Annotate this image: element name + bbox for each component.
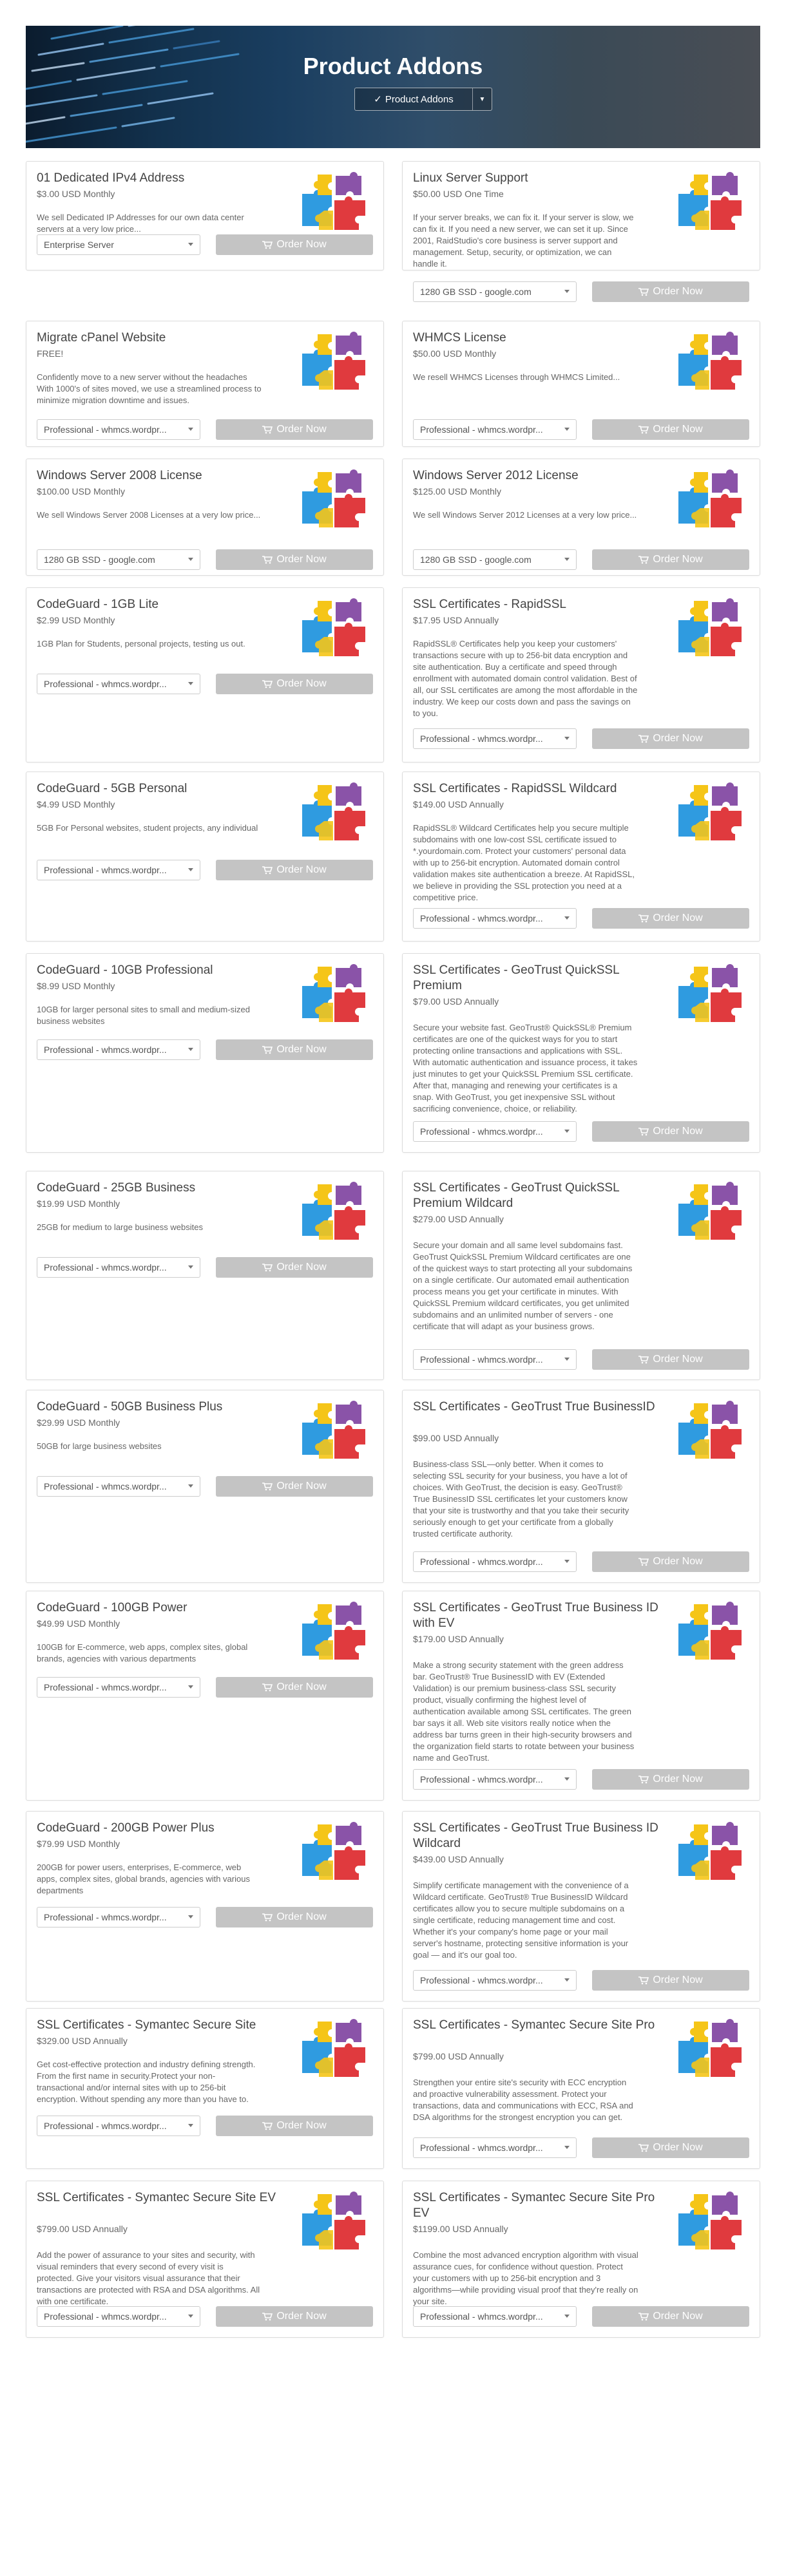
- addon-name: SSL Certificates - RapidSSL: [413, 598, 566, 611]
- cart-icon: [638, 914, 649, 923]
- product-select-value: Professional - whmcs.wordpr...: [420, 1126, 543, 1137]
- product-select-value: Professional - whmcs.wordpr...: [44, 679, 167, 689]
- addon-name: CodeGuard - 1GB Lite: [37, 598, 159, 611]
- puzzle-pieces-icon: [298, 1600, 369, 1665]
- order-now-label: Order Now: [653, 286, 703, 297]
- product-select-value: Professional - whmcs.wordpr...: [420, 1774, 543, 1785]
- cart-icon: [638, 556, 649, 564]
- product-select[interactable]: [413, 419, 577, 440]
- addon-price: FREE!: [37, 348, 64, 359]
- order-now-label: Order Now: [653, 1354, 703, 1365]
- order-now-label: Order Now: [653, 554, 703, 565]
- addon-price: $100.00 USD Monthly: [37, 486, 125, 497]
- puzzle-pieces-icon: [675, 468, 745, 533]
- addon-name: SSL Certificates - GeoTrust True Business ID with EV: [413, 1601, 658, 1630]
- order-now-button[interactable]: [592, 281, 749, 302]
- product-select-value: Professional - whmcs.wordpr...: [420, 424, 543, 435]
- order-now-button[interactable]: [592, 2137, 749, 2158]
- puzzle-pieces-icon: [675, 597, 745, 661]
- chevron-down-icon: [564, 558, 570, 561]
- addon-description: We resell WHMCS Licenses through WHMCS Limited...: [413, 372, 620, 382]
- addon-price: $799.00 USD Annually: [413, 2051, 504, 2061]
- order-now-button[interactable]: [216, 1257, 373, 1278]
- addon-card: [402, 772, 760, 942]
- addon-card: [402, 953, 760, 1153]
- chevron-down-icon: [188, 243, 193, 246]
- chevron-down-icon: [564, 1560, 570, 1563]
- chevron-down-icon: [188, 1685, 193, 1689]
- puzzle-pieces-icon: [298, 1399, 369, 1464]
- order-now-button[interactable]: [216, 2306, 373, 2327]
- addon-price: $4.99 USD Monthly: [37, 799, 115, 810]
- product-addons-dropdown-label: Product Addons: [385, 93, 454, 105]
- chevron-down-icon: [188, 682, 193, 685]
- product-addons-dropdown[interactable]: [354, 88, 492, 111]
- cart-icon: [638, 1776, 649, 1784]
- cart-icon: [638, 735, 649, 743]
- order-now-label: Order Now: [653, 424, 703, 435]
- addon-price: $329.00 USD Annually: [37, 2036, 128, 2046]
- chevron-down-icon: [564, 2315, 570, 2318]
- addon-price: $125.00 USD Monthly: [413, 486, 501, 497]
- addon-name: CodeGuard - 200GB Power Plus: [37, 1821, 215, 1835]
- product-select-value: Professional - whmcs.wordpr...: [44, 2121, 167, 2131]
- addon-card: [402, 1591, 760, 1801]
- puzzle-pieces-icon: [298, 781, 369, 846]
- chevron-down-icon: [188, 428, 193, 431]
- cart-icon: [638, 2313, 649, 2321]
- addon-price: $279.00 USD Annually: [413, 1214, 504, 1224]
- caret-down-icon: ▼: [472, 88, 492, 110]
- puzzle-pieces-icon: [298, 171, 369, 235]
- cart-icon: [262, 2122, 273, 2130]
- addon-card: [402, 587, 760, 762]
- addon-card: [26, 321, 384, 447]
- addon-name: SSL Certificates - Symantec Secure Site: [37, 2018, 256, 2032]
- product-select-value: 1280 GB SSD - google.com: [420, 287, 532, 297]
- cart-icon: [638, 1356, 649, 1364]
- addon-price: $179.00 USD Annually: [413, 1634, 504, 1644]
- addon-description: We sell Windows Server 2012 Licenses at a very low price...: [413, 510, 637, 520]
- product-select[interactable]: [413, 908, 577, 929]
- puzzle-pieces-icon: [675, 2018, 745, 2082]
- addon-name: SSL Certificates - GeoTrust QuickSSL Premium: [413, 963, 619, 992]
- cart-icon: [262, 1046, 273, 1054]
- order-now-button[interactable]: [592, 549, 749, 570]
- addon-price: $29.99 USD Monthly: [37, 1417, 120, 1428]
- product-select[interactable]: [413, 281, 577, 302]
- product-select-value: 1280 GB SSD - google.com: [420, 554, 532, 565]
- order-now-button[interactable]: [216, 1907, 373, 1927]
- addon-price: $2.99 USD Monthly: [37, 615, 115, 625]
- addon-card: [402, 1811, 760, 2002]
- order-now-label: Order Now: [276, 1911, 327, 1922]
- addon-description: Confidently move to a new server without the headaches With 1000's of sites moved, we use a streamlined process to minimize migration downtime and issues.: [37, 372, 262, 405]
- addon-card: [26, 1390, 384, 1583]
- order-now-label: Order Now: [653, 1556, 703, 1567]
- product-select[interactable]: [413, 1349, 577, 1370]
- puzzle-pieces-icon: [675, 1600, 745, 1665]
- chevron-down-icon: [564, 2146, 570, 2149]
- order-now-label: Order Now: [276, 424, 327, 435]
- cart-icon: [262, 426, 273, 434]
- addon-description: We sell Windows Server 2008 Licenses at a very low price...: [37, 510, 261, 520]
- order-now-button[interactable]: [592, 728, 749, 749]
- addon-name: 01 Dedicated IPv4 Address: [37, 171, 185, 185]
- addon-card: [26, 1591, 384, 1801]
- product-select[interactable]: [37, 419, 200, 440]
- product-select-value: 1280 GB SSD - google.com: [44, 554, 155, 565]
- order-now-button[interactable]: [216, 549, 373, 570]
- addon-card: [402, 161, 760, 297]
- addon-card: [402, 2181, 760, 2338]
- order-now-label: Order Now: [276, 1681, 327, 1692]
- chevron-down-icon: [188, 1048, 193, 1051]
- addon-description: 10GB for larger personal sites to small and medium-sized business websites: [37, 1005, 250, 1026]
- addon-description: Make a strong security statement with the green address bar. GeoTrust® True BusinessID with EV (Extended Validation) is our premium business-class SSL security product, visually confirming the highest level of authentication available among SSL certificates. The green bar says it all. Web site visitors really notice when the address bar turns green in their high-security browsers and the organization field starts to rotate between your business name and GeoTrust.: [413, 1660, 635, 1763]
- product-select[interactable]: [37, 2306, 200, 2327]
- addon-name: CodeGuard - 50GB Business Plus: [37, 1400, 223, 1414]
- addon-name: SSL Certificates - Symantec Secure Site EV: [37, 2191, 276, 2204]
- addon-description: If your server breaks, we can fix it. If your server is slow, we can fix it. If you need a new server, we can set it up. Since 2001, RaidStudio's core business is server support and management. Setup, security, or optimization, we can handle it.: [413, 213, 634, 269]
- addon-name: SSL Certificates - GeoTrust QuickSSL Premium Wildcard: [413, 1181, 619, 1210]
- product-select[interactable]: [37, 674, 200, 694]
- puzzle-pieces-icon: [675, 963, 745, 1027]
- chevron-down-icon: [564, 737, 570, 740]
- product-select-value: Professional - whmcs.wordpr...: [420, 2143, 543, 2153]
- cart-icon: [262, 680, 273, 688]
- order-now-button[interactable]: [592, 419, 749, 440]
- puzzle-pieces-icon: [298, 963, 369, 1027]
- chevron-down-icon: [188, 1484, 193, 1488]
- product-select-value: Enterprise Server: [44, 240, 114, 250]
- puzzle-pieces-icon: [298, 2190, 369, 2255]
- order-now-label: Order Now: [653, 1126, 703, 1137]
- product-select[interactable]: [413, 1121, 577, 1142]
- cart-icon: [638, 2144, 649, 2152]
- cart-icon: [638, 1128, 649, 1136]
- addon-price: $439.00 USD Annually: [413, 1854, 504, 1864]
- chevron-down-icon: [188, 1265, 193, 1269]
- puzzle-pieces-icon: [298, 330, 369, 395]
- order-now-label: Order Now: [653, 733, 703, 744]
- cart-icon: [262, 241, 273, 249]
- puzzle-pieces-icon: [298, 2018, 369, 2082]
- product-select[interactable]: [37, 549, 200, 570]
- puzzle-pieces-icon: [675, 1821, 745, 1885]
- addon-price: $3.00 USD Monthly: [37, 189, 115, 199]
- addon-price: $49.99 USD Monthly: [37, 1618, 120, 1629]
- product-select[interactable]: [37, 1257, 200, 1278]
- order-now-label: Order Now: [276, 2311, 327, 2322]
- code-background-image: [26, 26, 296, 148]
- order-now-button[interactable]: [216, 419, 373, 440]
- product-select[interactable]: [413, 549, 577, 570]
- addon-price: $50.00 USD Monthly: [413, 348, 497, 359]
- product-select-value: Professional - whmcs.wordpr...: [44, 424, 167, 435]
- hero-banner: [26, 26, 760, 148]
- order-now-button[interactable]: [216, 1677, 373, 1698]
- product-select-value: Professional - whmcs.wordpr...: [44, 2311, 167, 2322]
- addon-card: [402, 459, 760, 576]
- order-now-label: Order Now: [276, 864, 327, 875]
- product-select-value: Professional - whmcs.wordpr...: [44, 1682, 167, 1692]
- addon-price: $17.95 USD Annually: [413, 615, 499, 625]
- check-icon: ✓: [374, 94, 382, 105]
- addon-description: 50GB for large business websites: [37, 1441, 162, 1451]
- cart-icon: [638, 1976, 649, 1985]
- order-now-button[interactable]: [592, 908, 749, 929]
- order-now-label: Order Now: [276, 239, 327, 250]
- addon-card: [402, 321, 760, 447]
- order-now-button[interactable]: [216, 674, 373, 694]
- product-select-value: Professional - whmcs.wordpr...: [420, 734, 543, 744]
- addon-description: Secure your website fast. GeoTrust® QuickSSL® Premium certificates are one of the quickest ways for you to start protecting online transactions and applications with SSL. With automatic authentication and issuance process, it takes just minutes to get your QuickSSL Premium SSL certificate. After that, managing and renewing your certificates is a snap. With GeoTrust, you get inexpensive SSL without sacrificing convenience, choice, or reliability.: [413, 1023, 638, 1113]
- product-select[interactable]: [413, 2306, 577, 2327]
- product-select[interactable]: [413, 1970, 577, 1991]
- product-select-value: Professional - whmcs.wordpr...: [44, 1045, 167, 1055]
- product-select-value: Professional - whmcs.wordpr...: [420, 1557, 543, 1567]
- puzzle-pieces-icon: [675, 781, 745, 846]
- order-now-button[interactable]: [592, 1349, 749, 1370]
- addon-price: $1199.00 USD Annually: [413, 2224, 508, 2234]
- addon-description: RapidSSL® Certificates help you keep your customers' transactions secure with up to 256-bit data encryption and site authentication. Buy a certificate and speed through enrollment with automated domain control validation. Best of all, our SSL certificates are among the most affordable in the industry. We keep our costs down and pass the savings on to you.: [413, 639, 638, 718]
- product-select[interactable]: [37, 2116, 200, 2136]
- cart-icon: [262, 1913, 273, 1922]
- cart-icon: [262, 2313, 273, 2321]
- addon-name: Linux Server Support: [413, 171, 528, 185]
- product-select[interactable]: [413, 1769, 577, 1790]
- addon-name: CodeGuard - 5GB Personal: [37, 782, 187, 795]
- addon-price: $149.00 USD Annually: [413, 799, 504, 810]
- addon-price: $8.99 USD Monthly: [37, 981, 115, 991]
- addon-name: SSL Certificates - RapidSSL Wildcard: [413, 782, 617, 795]
- page-title: Product Addons: [303, 53, 483, 79]
- product-select-value: Professional - whmcs.wordpr...: [420, 1354, 543, 1365]
- chevron-down-icon: [188, 2124, 193, 2127]
- puzzle-pieces-icon: [675, 1180, 745, 1245]
- addon-description: Simplify certificate management with the convenience of a Wildcard certificate. GeoTrust® True BusinessID Wildcard certificates allow you to secure multiple subdomains on a single certificate, reducing management time and cost. Whether it's your company's home page or your mail server's hostname, protecting sensitive information is your goal — and it's our goal too.: [413, 1880, 629, 1960]
- addon-description: 5GB For Personal websites, student projects, any individual: [37, 823, 258, 833]
- puzzle-pieces-icon: [675, 330, 745, 395]
- addon-price: $50.00 USD One Time: [413, 189, 504, 199]
- addon-name: CodeGuard - 100GB Power: [37, 1601, 187, 1615]
- cart-icon: [638, 288, 649, 296]
- addon-price: $79.00 USD Annually: [413, 996, 499, 1007]
- addon-card: [26, 587, 384, 762]
- product-select-value: Professional - whmcs.wordpr...: [44, 1912, 167, 1922]
- puzzle-pieces-icon: [675, 171, 745, 235]
- order-now-label: Order Now: [653, 1774, 703, 1785]
- cart-icon: [638, 426, 649, 434]
- product-select[interactable]: [37, 1476, 200, 1497]
- chevron-down-icon: [564, 1777, 570, 1781]
- puzzle-pieces-icon: [298, 597, 369, 661]
- product-select-value: Professional - whmcs.wordpr...: [420, 913, 543, 923]
- addon-description: We sell Dedicated IP Addresses for our own data center servers at a very low price...: [37, 213, 244, 234]
- order-now-button[interactable]: [592, 1970, 749, 1991]
- addon-name: CodeGuard - 25GB Business: [37, 1181, 196, 1195]
- addon-description: Get cost-effective protection and industry defining strength. From the first name in security.Protect your non-transactional and/or internal sites with up to 256-bit encryption. Without spending any more than you have to.: [37, 2060, 256, 2104]
- chevron-down-icon: [564, 1358, 570, 1361]
- product-select[interactable]: [37, 1039, 200, 1060]
- addon-price: $79.99 USD Monthly: [37, 1839, 120, 1849]
- order-now-button[interactable]: [592, 1121, 749, 1142]
- order-now-label: Order Now: [276, 1044, 327, 1055]
- order-now-label: Order Now: [276, 2120, 327, 2131]
- product-select-value: Professional - whmcs.wordpr...: [44, 865, 167, 875]
- order-now-label: Order Now: [653, 2142, 703, 2153]
- product-select[interactable]: [37, 234, 200, 255]
- addon-name: Windows Server 2008 License: [37, 469, 202, 482]
- cart-icon: [262, 1264, 273, 1272]
- addon-price: $19.99 USD Monthly: [37, 1198, 120, 1209]
- chevron-down-icon: [564, 1130, 570, 1133]
- chevron-down-icon: [564, 1978, 570, 1982]
- order-now-button[interactable]: [592, 1551, 749, 1572]
- addon-name: Migrate cPanel Website: [37, 331, 166, 345]
- addon-name: SSL Certificates - GeoTrust True Business ID Wildcard: [413, 1821, 658, 1850]
- puzzle-pieces-icon: [298, 1821, 369, 1885]
- addon-card: [26, 459, 384, 576]
- order-now-button[interactable]: [216, 2116, 373, 2136]
- product-select[interactable]: [37, 1907, 200, 1927]
- cart-icon: [262, 1482, 273, 1491]
- order-now-label: Order Now: [653, 1975, 703, 1985]
- addon-card: [402, 2008, 760, 2169]
- chevron-down-icon: [564, 290, 570, 293]
- order-now-button[interactable]: [216, 1039, 373, 1060]
- addon-description: 1GB Plan for Students, personal projects, testing us out.: [37, 639, 245, 649]
- addon-description: Add the power of assurance to your sites and security, with visual reminders that every second of every visit is protected. Give your visitors visual assurance that their transactions are protected with RSA and DSA algorithms. All with one certificate.: [37, 2250, 260, 2306]
- product-select[interactable]: [413, 2137, 577, 2158]
- cart-icon: [262, 1683, 273, 1692]
- addon-card: [26, 1811, 384, 2002]
- addon-description: Combine the most advanced encryption algorithm with visual assurance cues, for confidence without question. Protect your customers with up to 256-bit encryption and 3 algorithms—while providing visual proof that they're really on your site.: [413, 2250, 638, 2306]
- cart-icon: [262, 556, 273, 564]
- puzzle-pieces-icon: [675, 2190, 745, 2255]
- product-select[interactable]: [37, 860, 200, 880]
- product-select[interactable]: [37, 1677, 200, 1698]
- addon-price: $99.00 USD Annually: [413, 1433, 499, 1443]
- addon-description: RapidSSL® Wildcard Certificates help you secure multiple subdomains with one low-cost SSL certificate issued to *.yourdomain.com. Protect your customers' personal data with up to 256-bit encryption. Automated domain control validation makes site authentication a breeze. At RapidSSL, we believe in providing the SSL protection you need at a competitive price.: [413, 823, 635, 902]
- addon-card: [26, 161, 384, 270]
- order-now-label: Order Now: [276, 1262, 327, 1273]
- chevron-down-icon: [188, 1915, 193, 1918]
- order-now-label: Order Now: [653, 2311, 703, 2322]
- addon-name: SSL Certificates - Symantec Secure Site Pro: [413, 2018, 655, 2032]
- product-select-value: Professional - whmcs.wordpr...: [420, 1975, 543, 1985]
- chevron-down-icon: [188, 2315, 193, 2318]
- addon-name: CodeGuard - 10GB Professional: [37, 963, 213, 977]
- product-select-value: Professional - whmcs.wordpr...: [44, 1481, 167, 1492]
- chevron-down-icon: [188, 558, 193, 561]
- order-now-label: Order Now: [276, 554, 327, 565]
- order-now-label: Order Now: [276, 678, 327, 689]
- addon-description: Business-class SSL—only better. When it comes to selecting SSL security for your business, you have a lot of choices. With GeoTrust, the decision is easy. GeoTrust® True BusinessID SSL certificates let your customers know that your site is trustworthy and that you take their security seriously enough to get your certificate from a globally trusted certificate authority.: [413, 1459, 629, 1539]
- chevron-down-icon: [564, 428, 570, 431]
- order-now-label: Order Now: [653, 913, 703, 923]
- chevron-down-icon: [188, 868, 193, 871]
- order-now-button[interactable]: [216, 1476, 373, 1497]
- product-select-value: Professional - whmcs.wordpr...: [44, 1262, 167, 1273]
- addon-card: [26, 2181, 384, 2338]
- product-select-value: Professional - whmcs.wordpr...: [420, 2311, 543, 2322]
- addon-name: SSL Certificates - GeoTrust True BusinessID: [413, 1400, 655, 1414]
- addon-name: WHMCS License: [413, 331, 506, 345]
- puzzle-pieces-icon: [298, 1180, 369, 1245]
- order-now-button[interactable]: [216, 860, 373, 880]
- addon-card: [402, 1171, 760, 1380]
- addon-card: [402, 1390, 760, 1583]
- chevron-down-icon: [564, 916, 570, 920]
- cart-icon: [638, 1558, 649, 1566]
- addon-card: [26, 1171, 384, 1380]
- addon-card: [26, 953, 384, 1153]
- order-now-button[interactable]: [592, 1769, 749, 1790]
- addon-description: Strengthen your entire site's security with ECC encryption and proactive vulnerability assessment. Protect your transactions, data and communications with ECC, RSA and DSA algorithms for the strongest encryption you can get.: [413, 2078, 633, 2122]
- cart-icon: [262, 866, 273, 875]
- order-now-button[interactable]: [592, 2306, 749, 2327]
- addon-price: $799.00 USD Annually: [37, 2224, 128, 2234]
- product-select[interactable]: [413, 728, 577, 749]
- puzzle-pieces-icon: [298, 468, 369, 533]
- addon-name: Windows Server 2012 License: [413, 469, 579, 482]
- order-now-button[interactable]: [216, 234, 373, 255]
- addon-description: 25GB for medium to large business websites: [37, 1222, 203, 1232]
- puzzle-pieces-icon: [675, 1399, 745, 1464]
- addon-description: 200GB for power users, enterprises, E-commerce, web apps, complex sites, global brands, agencies with various departments: [37, 1862, 250, 1895]
- addon-description: 100GB for E-commerce, web apps, complex sites, global brands, agencies with various departments: [37, 1642, 248, 1663]
- addon-description: Secure your domain and all same level subdomains fast. GeoTrust QuickSSL Premium Wildcard certificates are one of the quickest ways to start protecting all your subdomains on a single certificate. Our automated email authentication process means you get your certificate in minutes. With QuickSSL Premium wildcard certificates, you get unlimited subdomains and an unlimited number of servers - one certificate that will adapt as your business grows.: [413, 1240, 633, 1331]
- product-select[interactable]: [413, 1551, 577, 1572]
- addon-card: [26, 772, 384, 942]
- addon-name: SSL Certificates - Symantec Secure Site Pro EV: [413, 2191, 655, 2220]
- addon-card: [26, 2008, 384, 2169]
- order-now-label: Order Now: [276, 1481, 327, 1492]
